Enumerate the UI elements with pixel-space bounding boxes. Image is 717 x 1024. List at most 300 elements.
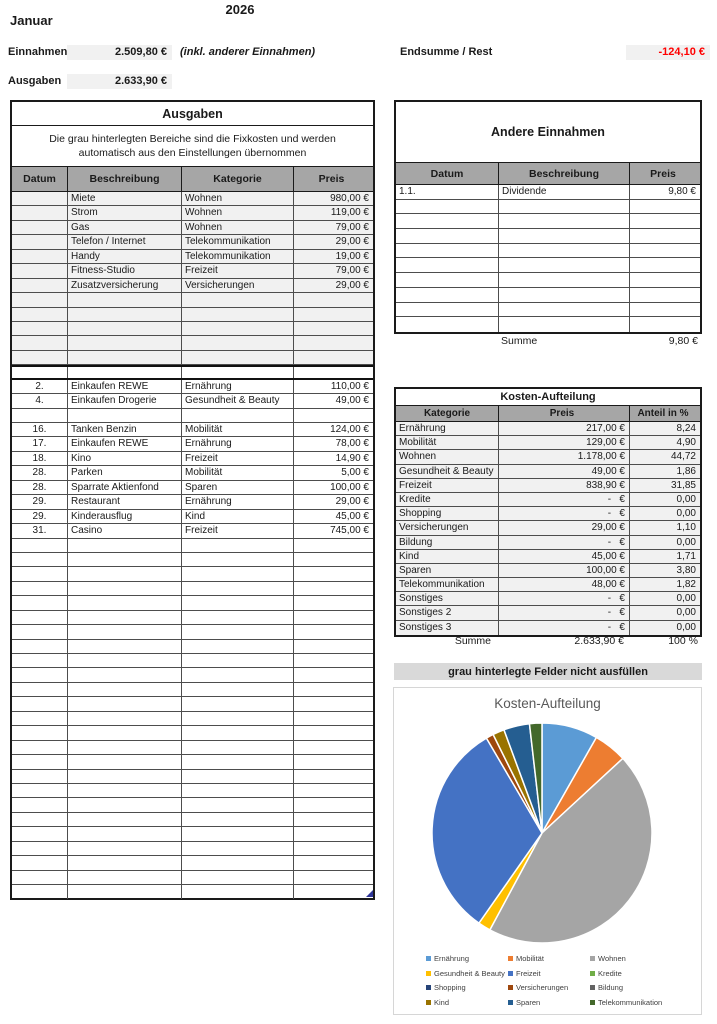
beschreibung-cell[interactable] — [68, 726, 182, 739]
kategorie-cell[interactable] — [182, 856, 294, 869]
kategorie-cell[interactable] — [182, 409, 294, 422]
kategorie-cell: Gesundheit & Beauty — [396, 465, 499, 478]
kategorie-cell[interactable]: Wohnen — [182, 192, 294, 205]
preis-cell[interactable]: 100,00 € — [330, 481, 369, 493]
beschreibung-cell[interactable]: Einkaufen REWE — [68, 380, 182, 393]
kategorie-cell[interactable] — [182, 871, 294, 884]
beschreibung-cell[interactable] — [68, 755, 182, 768]
beschreibung-cell[interactable] — [68, 668, 182, 681]
beschreibung-cell[interactable] — [68, 813, 182, 826]
kategorie-cell[interactable]: Wohnen — [182, 221, 294, 234]
ausgaben-table-header — [12, 167, 373, 192]
beschreibung-cell[interactable] — [499, 273, 630, 287]
anteil-cell: 3,80 — [630, 564, 700, 577]
preis-cell[interactable] — [294, 539, 373, 552]
datum-cell[interactable] — [12, 625, 68, 638]
beschreibung-cell[interactable] — [68, 409, 182, 422]
datum-cell[interactable] — [12, 192, 68, 205]
preis-cell[interactable] — [294, 813, 373, 826]
beschreibung-cell[interactable] — [68, 784, 182, 797]
preis-cell[interactable] — [294, 842, 373, 855]
datum-cell[interactable] — [12, 668, 68, 681]
kategorie-cell[interactable] — [182, 367, 294, 377]
preis-cell[interactable] — [630, 273, 700, 287]
preis-cell[interactable]: 29,00 € — [294, 279, 373, 292]
beschreibung-cell[interactable] — [68, 293, 182, 306]
column-header: Datum — [396, 163, 499, 184]
preis-cell[interactable] — [294, 741, 373, 754]
kategorie-cell: Shopping — [396, 507, 499, 520]
andere-einnahmen-table — [394, 100, 702, 334]
beschreibung-cell[interactable]: Einkaufen REWE — [68, 437, 182, 450]
preis-cell[interactable] — [630, 258, 700, 272]
kategorie-cell[interactable] — [182, 813, 294, 826]
kategorie-cell[interactable] — [182, 625, 294, 638]
preis-cell: 45,00 € — [499, 550, 630, 563]
kategorie-cell[interactable]: Freizeit — [182, 264, 294, 277]
beschreibung-cell[interactable] — [68, 741, 182, 754]
preis-cell: 129,00 € — [499, 436, 630, 449]
beschreibung-cell[interactable]: Tanken Benzin — [68, 423, 182, 436]
kategorie-cell[interactable] — [182, 683, 294, 696]
preis-cell[interactable]: 49,00 € — [335, 395, 369, 407]
legend-item — [426, 969, 506, 978]
preis-cell: 100,00 € — [499, 564, 630, 577]
preis-cell[interactable] — [294, 582, 373, 595]
category-row — [396, 621, 700, 635]
kategorie-cell[interactable] — [182, 351, 294, 364]
beschreibung-cell[interactable] — [68, 654, 182, 667]
preis-cell[interactable] — [294, 683, 373, 696]
datum-cell[interactable]: 29. — [12, 510, 68, 523]
kategorie-cell[interactable] — [182, 770, 294, 783]
kategorie-cell[interactable] — [182, 308, 294, 321]
preis-cell[interactable]: 110,00 € — [330, 380, 369, 392]
kategorie-cell[interactable] — [182, 712, 294, 725]
preis-cell[interactable]: 119,00 € — [294, 206, 373, 219]
beschreibung-cell[interactable] — [499, 229, 630, 243]
beschreibung-cell[interactable] — [499, 288, 630, 302]
datum-cell[interactable] — [12, 279, 68, 292]
datum-cell[interactable] — [12, 308, 68, 321]
datum-cell[interactable]: 28. — [12, 466, 68, 479]
beschreibung-cell[interactable]: Einkaufen Drogerie — [68, 394, 182, 407]
datum-cell[interactable]: 29. — [12, 495, 68, 508]
kategorie-cell[interactable] — [182, 784, 294, 797]
category-row — [396, 436, 700, 450]
beschreibung-cell[interactable]: Kinderausflug — [68, 510, 182, 523]
expense-row — [12, 394, 373, 408]
expense-row — [12, 365, 373, 379]
datum-cell[interactable] — [12, 813, 68, 826]
beschreibung-cell[interactable]: Gas — [68, 221, 182, 234]
preis-cell[interactable]: 45,00 € — [335, 510, 369, 522]
datum-cell[interactable] — [12, 409, 68, 422]
ausgaben-label: Ausgaben — [8, 75, 62, 87]
expense-row — [12, 206, 373, 220]
preis-cell[interactable] — [294, 712, 373, 725]
kategorie-cell[interactable]: Freizeit — [182, 452, 294, 465]
preis-cell[interactable]: 29,00 € — [335, 496, 369, 508]
preis-cell[interactable] — [294, 596, 373, 609]
datum-cell[interactable] — [396, 288, 499, 302]
anteil-cell: 44,72 — [630, 450, 700, 463]
kategorie-cell[interactable] — [182, 741, 294, 754]
kategorie-cell[interactable] — [182, 322, 294, 335]
preis-cell: 29,00 € — [499, 521, 630, 534]
kategorie-cell[interactable] — [182, 755, 294, 768]
kategorie-cell[interactable] — [182, 539, 294, 552]
column-header: Beschreibung — [499, 163, 630, 184]
beschreibung-cell[interactable] — [68, 596, 182, 609]
beschreibung-cell[interactable] — [68, 567, 182, 580]
kosten-pie-chart[interactable] — [393, 687, 702, 1015]
datum-cell[interactable]: 17. — [12, 437, 68, 450]
kategorie-cell[interactable]: Ernährung — [182, 380, 294, 393]
kategorie-cell[interactable] — [182, 668, 294, 681]
beschreibung-cell[interactable] — [68, 308, 182, 321]
beschreibung-cell[interactable] — [68, 367, 182, 377]
beschreibung-cell[interactable] — [499, 303, 630, 317]
legend-marker-icon — [508, 971, 513, 976]
table-resize-handle-icon[interactable] — [366, 890, 373, 897]
preis-cell[interactable] — [294, 640, 373, 653]
preis-cell[interactable] — [294, 827, 373, 840]
datum-cell[interactable] — [12, 293, 68, 306]
beschreibung-cell[interactable]: Strom — [68, 206, 182, 219]
datum-cell[interactable] — [12, 726, 68, 739]
andere-einnahmen-summe-row — [394, 334, 702, 348]
preis-cell[interactable] — [294, 798, 373, 811]
einnahmen-label: Einnahmen — [8, 46, 68, 58]
beschreibung-cell[interactable] — [68, 712, 182, 725]
datum-cell[interactable] — [12, 221, 68, 234]
datum-cell[interactable]: 4. — [12, 394, 68, 407]
datum-cell[interactable] — [396, 214, 499, 228]
preis-cell[interactable]: 124,00 € — [330, 424, 369, 435]
kategorie-cell: Telekommunikation — [396, 578, 499, 591]
preis-cell[interactable]: 14,90 € — [335, 452, 369, 464]
datum-cell[interactable] — [396, 303, 499, 317]
preis-cell[interactable] — [294, 308, 373, 321]
beschreibung-cell[interactable]: Miete — [68, 192, 182, 205]
kategorie-cell[interactable]: Mobilität — [182, 466, 294, 479]
preis-cell[interactable] — [294, 611, 373, 624]
ausgaben-table-body — [12, 192, 373, 899]
datum-cell[interactable] — [396, 200, 499, 214]
beschreibung-cell[interactable] — [499, 317, 630, 332]
kategorie-cell[interactable] — [182, 611, 294, 624]
beschreibung-cell[interactable] — [68, 611, 182, 624]
expense-row — [12, 380, 373, 394]
expense-row — [12, 582, 373, 596]
beschreibung-cell[interactable] — [68, 871, 182, 884]
beschreibung-cell[interactable] — [68, 798, 182, 811]
summe-anteil: 100 % — [668, 635, 698, 647]
expense-row — [12, 466, 373, 480]
kategorie-cell: Versicherungen — [396, 521, 499, 534]
preis-cell[interactable]: 9,80 € — [668, 186, 696, 197]
preis-cell[interactable]: 78,00 € — [335, 438, 369, 450]
preis-cell[interactable] — [294, 553, 373, 566]
datum-cell[interactable] — [12, 367, 68, 377]
datum-cell[interactable] — [12, 539, 68, 552]
datum-cell[interactable] — [396, 244, 499, 258]
einnahmen-value-cell[interactable]: 2.509,80 € — [67, 45, 172, 60]
kategorie-cell[interactable]: Freizeit — [182, 524, 294, 537]
datum-cell[interactable] — [12, 697, 68, 710]
beschreibung-cell[interactable] — [499, 244, 630, 258]
beschreibung-cell[interactable]: Handy — [68, 250, 182, 263]
preis-cell[interactable] — [294, 336, 373, 349]
kategorie-cell[interactable] — [182, 697, 294, 710]
preis-cell[interactable] — [294, 367, 373, 377]
kategorie-cell[interactable] — [182, 798, 294, 811]
beschreibung-cell[interactable]: Casino — [68, 524, 182, 537]
preis-cell[interactable] — [630, 200, 700, 214]
kategorie-cell[interactable] — [182, 336, 294, 349]
kosten-aufteilung-body — [396, 422, 700, 635]
kategorie-cell[interactable]: Kind — [182, 510, 294, 523]
category-row — [396, 550, 700, 564]
beschreibung-cell[interactable] — [68, 885, 182, 899]
beschreibung-cell[interactable] — [68, 697, 182, 710]
beschreibung-cell[interactable] — [68, 322, 182, 335]
datum-cell[interactable] — [12, 235, 68, 248]
column-header: Datum — [12, 167, 68, 191]
income-row — [396, 185, 700, 200]
beschreibung-cell[interactable] — [68, 582, 182, 595]
kategorie-cell[interactable] — [182, 726, 294, 739]
kategorie-cell[interactable]: Ernährung — [182, 437, 294, 450]
preis-cell[interactable] — [630, 229, 700, 243]
anteil-cell: 0,00 — [630, 621, 700, 635]
beschreibung-cell[interactable] — [68, 842, 182, 855]
beschreibung-cell[interactable] — [499, 200, 630, 214]
preis-cell[interactable] — [294, 668, 373, 681]
datum-cell[interactable] — [12, 784, 68, 797]
datum-cell[interactable] — [12, 770, 68, 783]
datum-cell[interactable] — [12, 553, 68, 566]
kategorie-cell: Sparen — [396, 564, 499, 577]
preis-cell: 838,90 € — [499, 479, 630, 492]
beschreibung-cell[interactable]: Restaurant — [68, 495, 182, 508]
beschreibung-cell[interactable]: Telefon / Internet — [68, 235, 182, 248]
kategorie-cell: Kind — [396, 550, 499, 563]
datum-cell[interactable] — [12, 567, 68, 580]
anteil-cell: 0,00 — [630, 606, 700, 619]
legend-label: Freizeit — [516, 968, 541, 978]
preis-cell[interactable] — [630, 288, 700, 302]
beschreibung-cell[interactable] — [68, 856, 182, 869]
endsumme-value-cell[interactable]: -124,10 € — [626, 45, 710, 60]
beschreibung-cell[interactable] — [68, 770, 182, 783]
kategorie-cell[interactable]: Gesundheit & Beauty — [182, 394, 294, 407]
beschreibung-cell[interactable] — [68, 625, 182, 638]
legend-item — [590, 983, 662, 992]
datum-cell[interactable] — [12, 206, 68, 219]
legend-marker-icon — [590, 971, 595, 976]
preis-cell[interactable] — [294, 654, 373, 667]
datum-cell[interactable] — [12, 871, 68, 884]
preis-cell[interactable] — [630, 303, 700, 317]
preis-cell[interactable] — [294, 625, 373, 638]
datum-cell[interactable] — [12, 336, 68, 349]
preis-cell[interactable]: 29,00 € — [294, 235, 373, 248]
datum-cell[interactable] — [12, 640, 68, 653]
datum-cell[interactable] — [12, 755, 68, 768]
anteil-cell: 1,10 — [630, 521, 700, 534]
datum-cell[interactable] — [12, 842, 68, 855]
beschreibung-cell[interactable]: Dividende — [499, 185, 630, 199]
preis-cell[interactable]: 19,00 € — [294, 250, 373, 263]
column-header: Preis — [499, 406, 630, 421]
legend-label: Sparen — [516, 997, 541, 1007]
beschreibung-cell[interactable] — [68, 539, 182, 552]
datum-cell[interactable] — [12, 827, 68, 840]
datum-cell[interactable] — [12, 322, 68, 335]
kategorie-cell[interactable] — [182, 654, 294, 667]
kategorie-cell[interactable]: Ernährung — [182, 495, 294, 508]
legend-item — [508, 969, 588, 978]
beschreibung-cell[interactable] — [68, 827, 182, 840]
preis-cell[interactable] — [294, 770, 373, 783]
beschreibung-cell[interactable]: Fitness-Studio — [68, 264, 182, 277]
beschreibung-cell[interactable] — [499, 258, 630, 272]
datum-cell[interactable]: 31. — [12, 524, 68, 537]
beschreibung-cell[interactable] — [68, 553, 182, 566]
ausgaben-table — [10, 100, 375, 900]
datum-cell[interactable] — [12, 654, 68, 667]
datum-cell[interactable] — [12, 250, 68, 263]
beschreibung-cell[interactable] — [68, 336, 182, 349]
preis-cell[interactable]: 980,00 € — [294, 192, 373, 205]
datum-cell[interactable] — [12, 741, 68, 754]
ausgaben-table-note: Die grau hinterlegten Bereiche sind die Fixkosten und werden automatisch aus den Einstellungen übernommen — [12, 126, 373, 167]
ausgaben-value-cell[interactable]: 2.633,90 € — [67, 74, 172, 89]
legend-label: Ernährung — [434, 954, 470, 963]
beschreibung-cell[interactable] — [68, 683, 182, 696]
datum-cell[interactable] — [12, 611, 68, 624]
datum-cell[interactable] — [396, 273, 499, 287]
category-row — [396, 592, 700, 606]
beschreibung-cell[interactable]: Sparrate Aktienfond — [68, 481, 182, 494]
preis-cell[interactable] — [294, 784, 373, 797]
preis-cell[interactable] — [294, 755, 373, 768]
category-row — [396, 578, 700, 592]
kategorie-cell: Ernährung — [396, 422, 499, 435]
kategorie-cell: Freizeit — [396, 479, 499, 492]
kategorie-cell[interactable] — [182, 842, 294, 855]
expense-row — [12, 726, 373, 740]
preis-cell[interactable]: 5,00 € — [341, 467, 369, 479]
preis-cell[interactable] — [294, 697, 373, 710]
summe-label: Summe — [454, 635, 491, 647]
preis-cell[interactable] — [294, 409, 373, 422]
datum-cell[interactable] — [12, 596, 68, 609]
kategorie-cell[interactable] — [182, 640, 294, 653]
kategorie-cell[interactable]: Telekommunikation — [182, 235, 294, 248]
kategorie-cell[interactable] — [182, 827, 294, 840]
preis-cell[interactable] — [294, 351, 373, 364]
datum-cell[interactable]: 1.1. — [396, 185, 499, 199]
kategorie-cell[interactable] — [182, 582, 294, 595]
datum-cell[interactable] — [12, 351, 68, 364]
kategorie-cell: Mobilität — [396, 436, 499, 449]
datum-cell[interactable] — [12, 885, 68, 899]
preis-cell[interactable] — [630, 244, 700, 258]
preis-cell[interactable] — [294, 871, 373, 884]
income-row — [396, 303, 700, 318]
expense-row — [12, 885, 373, 899]
datum-cell[interactable] — [396, 258, 499, 272]
expense-row — [12, 250, 373, 264]
legend-item — [590, 954, 662, 963]
preis-cell[interactable]: 745,00 € — [330, 525, 369, 537]
preis-cell[interactable] — [294, 322, 373, 335]
beschreibung-cell[interactable]: Parken — [68, 466, 182, 479]
kategorie-cell[interactable] — [182, 567, 294, 580]
datum-cell[interactable]: 2. — [12, 380, 68, 393]
beschreibung-cell[interactable]: Kino — [68, 452, 182, 465]
preis-cell[interactable] — [630, 317, 700, 332]
beschreibung-cell[interactable] — [68, 351, 182, 364]
kategorie-cell[interactable] — [182, 293, 294, 306]
datum-cell[interactable] — [12, 264, 68, 277]
datum-cell[interactable] — [12, 683, 68, 696]
expense-row — [12, 784, 373, 798]
kategorie-cell[interactable]: Telekommunikation — [182, 250, 294, 263]
datum-cell[interactable] — [12, 712, 68, 725]
column-header: Anteil in % — [637, 408, 689, 419]
kategorie-cell[interactable]: Sparen — [182, 481, 294, 494]
preis-cell: - € — [499, 606, 630, 619]
datum-cell[interactable] — [396, 229, 499, 243]
preis-cell[interactable]: 79,00 € — [294, 221, 373, 234]
kategorie-cell[interactable] — [182, 553, 294, 566]
datum-cell[interactable] — [396, 317, 499, 332]
kategorie-cell[interactable] — [182, 885, 294, 899]
income-row — [396, 214, 700, 229]
datum-cell[interactable] — [12, 856, 68, 869]
kategorie-cell[interactable]: Wohnen — [182, 206, 294, 219]
preis-cell[interactable] — [294, 856, 373, 869]
legend-marker-icon — [426, 971, 431, 976]
month-label: Januar — [10, 13, 53, 28]
expense-row — [12, 625, 373, 639]
preis-cell[interactable] — [294, 885, 373, 899]
kategorie-cell[interactable] — [182, 596, 294, 609]
kategorie-cell[interactable]: Versicherungen — [182, 279, 294, 292]
preis-cell[interactable] — [630, 214, 700, 228]
datum-cell[interactable]: 28. — [12, 481, 68, 494]
beschreibung-cell[interactable]: Zusatzversicherung — [68, 279, 182, 292]
preis-cell[interactable] — [294, 726, 373, 739]
kategorie-cell[interactable]: Mobilität — [182, 423, 294, 436]
preis-cell[interactable]: 79,00 € — [294, 264, 373, 277]
kategorie-cell: Bildung — [396, 536, 499, 549]
beschreibung-cell[interactable] — [499, 214, 630, 228]
datum-cell[interactable] — [12, 798, 68, 811]
beschreibung-cell[interactable] — [68, 640, 182, 653]
datum-cell[interactable] — [12, 582, 68, 595]
datum-cell[interactable]: 18. — [12, 452, 68, 465]
preis-cell[interactable] — [294, 567, 373, 580]
legend-label: Versicherungen — [516, 983, 569, 992]
preis-cell[interactable] — [294, 293, 373, 306]
datum-cell[interactable]: 16. — [12, 423, 68, 436]
category-row — [396, 422, 700, 436]
